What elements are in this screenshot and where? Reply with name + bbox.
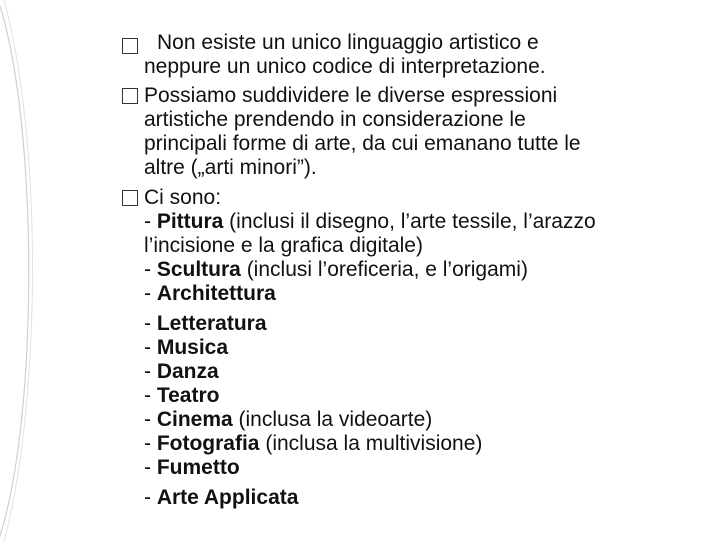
art-list-item: - Cinema (inclusa la videoarte) bbox=[144, 408, 433, 431]
art-list-item: - Fotografia (inclusa la multivisione) bbox=[144, 432, 483, 455]
art-list-item: - Architettura bbox=[144, 282, 276, 305]
paragraph-line: altre („arti minori”). bbox=[144, 156, 317, 179]
art-list-item: l’incisione e la grafica digitale) bbox=[144, 234, 423, 257]
art-list-item: - Musica bbox=[144, 336, 229, 359]
bullet-box-icon bbox=[122, 38, 138, 54]
art-list-item: - Letteratura bbox=[144, 312, 267, 335]
art-list-item: - Arte Applicata bbox=[144, 486, 299, 509]
paragraph-line: Non esiste un unico linguaggio artistico e bbox=[157, 31, 539, 54]
bullet-box-icon bbox=[122, 190, 138, 206]
art-list-item: - Scultura (inclusi l’oreficeria, e l’origami) bbox=[144, 258, 528, 281]
art-list-item: - Teatro bbox=[144, 384, 220, 407]
paragraph-line: Ci sono: bbox=[144, 186, 222, 209]
art-list-item: - Danza bbox=[144, 360, 219, 383]
bullet-box-icon bbox=[122, 88, 138, 104]
paragraph-line: artistiche prendendo in considerazione le bbox=[144, 108, 526, 131]
art-list-item: - Fumetto bbox=[144, 456, 240, 479]
art-list-item: - Pittura (inclusi il disegno, l’arte tessile, l’arazzo bbox=[144, 210, 596, 233]
paragraph-line: Possiamo suddividere le diverse espressioni bbox=[144, 84, 558, 107]
paragraph-line: principali forme di arte, da cui emanano tutte le bbox=[144, 132, 581, 155]
decorative-curve bbox=[0, 0, 44, 542]
paragraph-line: neppure un unico codice di interpretazione. bbox=[144, 55, 546, 78]
